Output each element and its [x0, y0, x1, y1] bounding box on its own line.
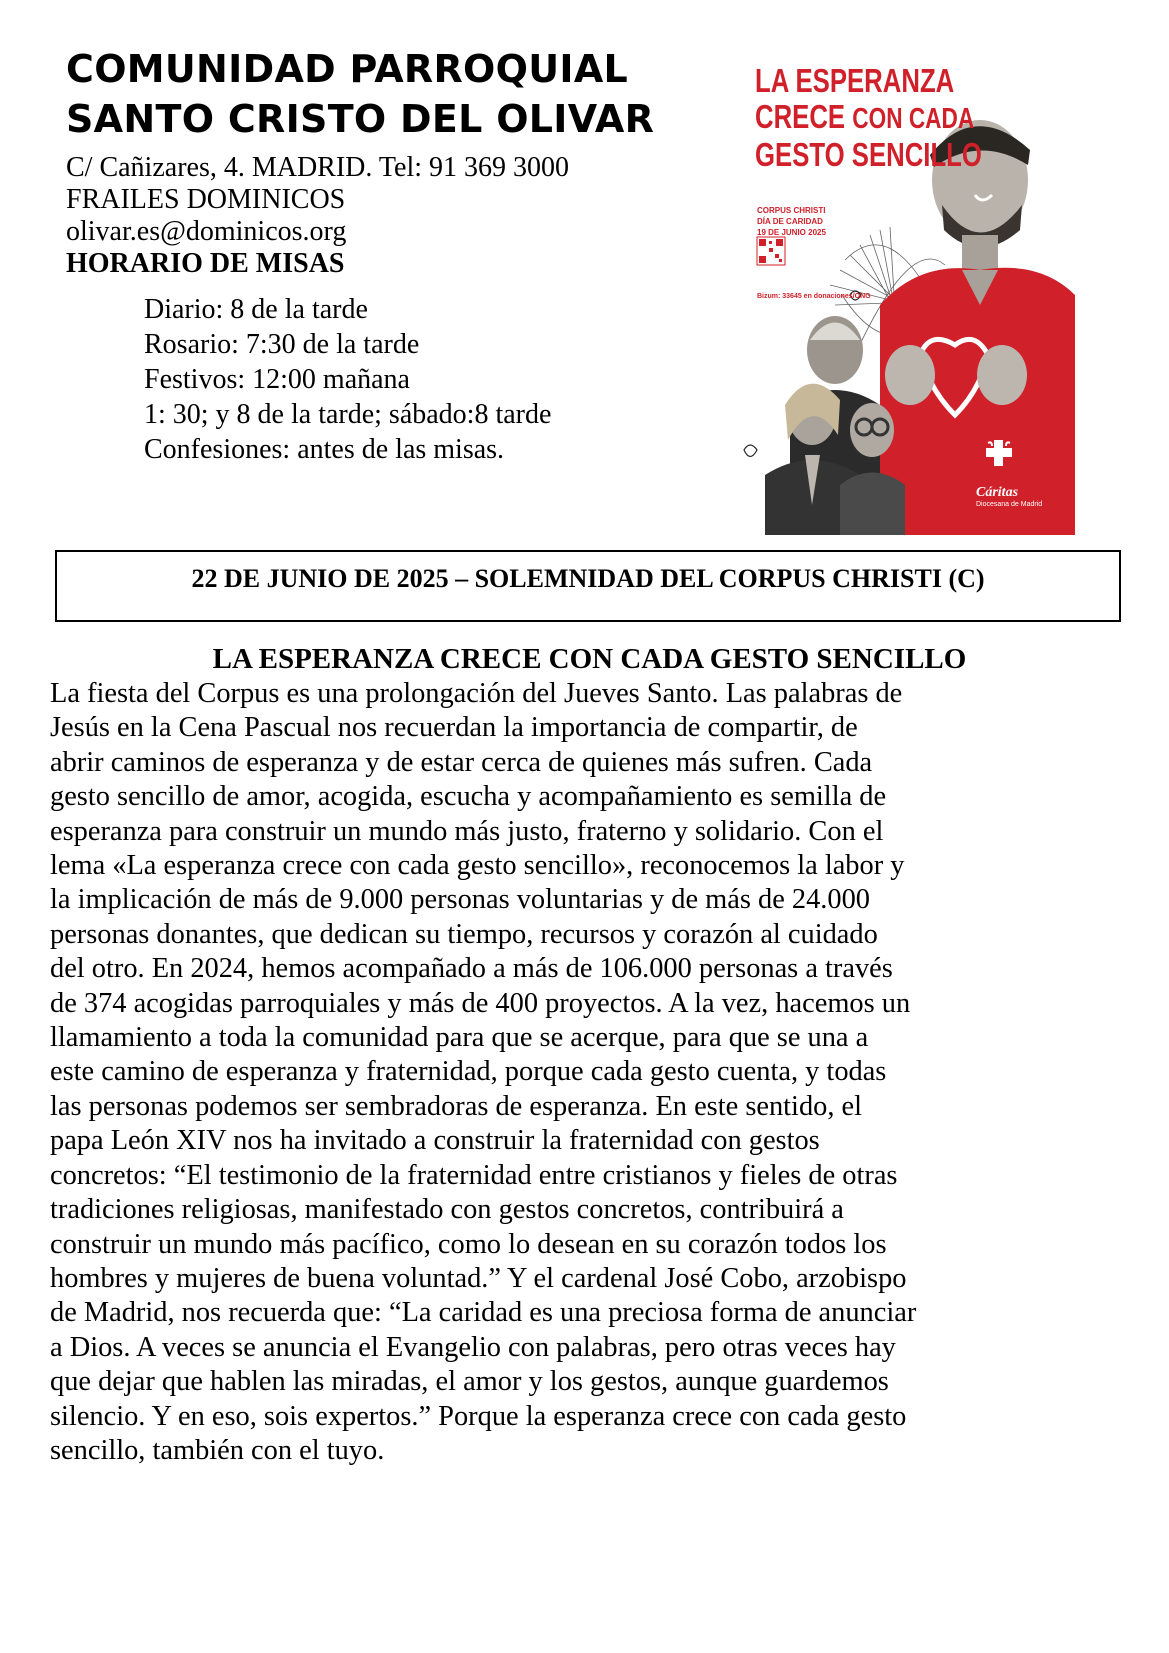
- poster-sub-line: DÍA DE CARIDAD: [757, 217, 823, 226]
- poster-title-line-3: GESTO SENCILLO: [755, 136, 982, 173]
- article-line: papa León XIV nos ha invitado a construir la fraternidad con gestos: [50, 1125, 820, 1157]
- poster-title-crece: CRECE: [755, 98, 846, 135]
- article-heading: LA ESPERANZA CRECE CON CADA GESTO SENCILLO: [212, 643, 967, 675]
- article-line: de Madrid, nos recuerda que: “La caridad es una preciosa forma de anunciar: [50, 1297, 917, 1329]
- poster-title-line-1: LA ESPERANZA: [755, 62, 955, 99]
- article-line: La fiesta del Corpus es una prolongación del Jueves Santo. Las palabras de: [50, 678, 903, 709]
- parish-title-line-2: SANTO CRISTO DEL OLIVAR: [66, 97, 655, 141]
- article-line: concretos: “El testimonio de la fraternidad entre cristianos y fieles de otras: [50, 1159, 898, 1191]
- article-line: las personas podemos ser sembradoras de esperanza. En este sentido, el: [50, 1090, 863, 1122]
- article-line: abrir caminos de esperanza y de estar cerca de quienes más sufren. Cada: [50, 746, 873, 778]
- article-line: que dejar que hablen las miradas, el amor y los gestos, aunque guardemos: [50, 1366, 889, 1398]
- address-line: C/ Cañizares, 4. MADRID. Tel: 91 369 3000: [66, 152, 570, 183]
- article-line: silencio. Y en eso, sois expertos.” Porque la esperanza crece con cada gesto: [50, 1400, 907, 1432]
- article-line: este camino de esperanza y fraternidad, porque cada gesto cuenta, y todas: [50, 1056, 887, 1088]
- article-line: a Dios. A veces se anuncia el Evangelio con palabras, pero otras veces hay: [50, 1331, 896, 1363]
- article-line: personas donantes, que dedican su tiempo, recursos y corazón al cuidado: [50, 918, 878, 950]
- email-line: olivar.es@dominicos.org: [66, 216, 347, 247]
- article-line: sencillo, también con el tuyo.: [50, 1434, 385, 1466]
- poster-subtitle: [757, 205, 826, 238]
- poster-title: [755, 63, 982, 173]
- schedule-item: Rosario: 7:30 de la tarde: [144, 329, 420, 360]
- schedule-item: Festivos: 12:00 mañana: [144, 364, 410, 395]
- article-line: lema «La esperanza crece con cada gesto sencillo», reconocemos la labor y: [50, 850, 905, 882]
- parish-title: [66, 44, 654, 144]
- article-body: [50, 677, 1130, 1468]
- article-line: construir un mundo más pacífico, como lo desean en su corazón todos los: [50, 1228, 887, 1260]
- article-line: esperanza para construir un mundo más justo, fraterno y solidario. Con el: [50, 815, 884, 847]
- article-line: de 374 acogidas parroquiales y más de 400 proyectos. A la vez, hacemos un: [50, 987, 911, 1019]
- poster-title-con-cada: CON CADA: [852, 103, 975, 135]
- date-banner: [55, 550, 1121, 622]
- article-line: del otro. En 2024, hemos acompañado a más de 106.000 personas a través: [50, 953, 893, 985]
- article-line: llamamiento a toda la comunidad para que se acerque, para que se una a: [50, 1022, 869, 1054]
- article-line: Jesús en la Cena Pascual nos recuerdan la importancia de compartir, de: [50, 712, 858, 744]
- parish-title-line-1: COMUNIDAD PARROQUIAL: [66, 47, 629, 91]
- article-line: la implicación de más de 9.000 personas voluntarias y de más de 24.000: [50, 884, 870, 916]
- article-line: gesto sencillo de amor, acogida, escucha y acompañamiento es semilla de: [50, 781, 887, 813]
- schedule-item: Diario: 8 de la tarde: [144, 294, 368, 325]
- mass-schedule: [144, 292, 551, 467]
- article-line: tradiciones religiosas, manifestado con gestos concretos, contribuirá a: [50, 1194, 844, 1226]
- schedule-item: 1: 30; y 8 de la tarde; sábado:8 tarde: [144, 399, 552, 430]
- order-line: FRAILES DOMINICOS: [66, 184, 346, 215]
- poster-sub-line: CORPUS CHRISTI: [757, 206, 826, 215]
- caritas-logo-text: Cáritas: [976, 485, 1019, 500]
- poster-sub-line: 19 DE JUNIO 2025: [757, 228, 826, 237]
- date-banner-text: 22 DE JUNIO DE 2025 – SOLEMNIDAD DEL CORPUS CHRISTI (C): [191, 564, 985, 593]
- article-line: hombres y mujeres de buena voluntad.” Y el cardenal José Cobo, arzobispo: [50, 1262, 907, 1294]
- parish-info: [66, 152, 569, 280]
- poster-title-line-2: [755, 99, 982, 137]
- schedule-item: Confesiones: antes de las misas.: [144, 434, 505, 465]
- poster-bizum: Bizum: 33645 en donaciones/ONG: [757, 293, 871, 300]
- caritas-logo-subtext: Diocesana de Madrid: [976, 501, 1043, 508]
- campaign-poster: [730, 55, 1075, 535]
- schedule-heading: HORARIO DE MISAS: [66, 248, 345, 279]
